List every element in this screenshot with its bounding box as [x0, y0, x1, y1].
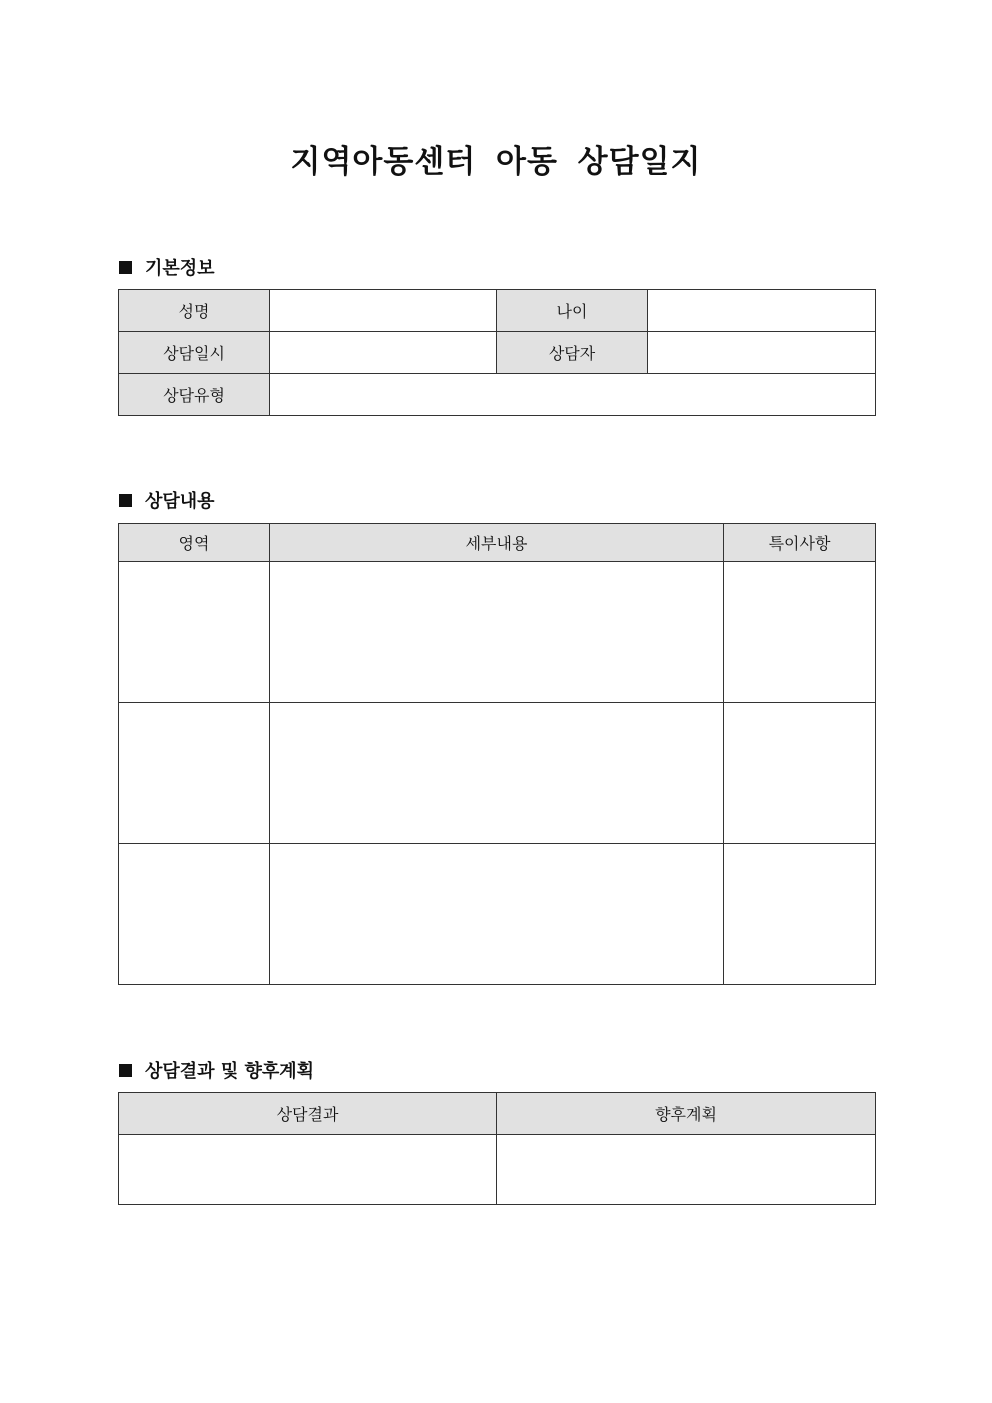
type-label: 상담유형 — [119, 374, 270, 416]
notes-field[interactable] — [724, 703, 876, 844]
date-field[interactable] — [270, 332, 497, 374]
detail-field[interactable] — [270, 703, 724, 844]
result-table — [118, 1092, 876, 1205]
col-plan-header: 향후계획 — [497, 1093, 876, 1135]
page-title: 지역아동센터 아동 상담일지 — [290, 144, 702, 180]
area-field[interactable] — [119, 703, 270, 844]
content-table — [118, 523, 876, 985]
section-content-heading — [119, 487, 215, 513]
col-detail-header: 세부내용 — [270, 524, 724, 562]
detail-field[interactable] — [270, 844, 724, 985]
type-field[interactable] — [270, 374, 876, 416]
basic-info-table — [118, 289, 876, 416]
section-result-label: 상담결과 및 향후계획 — [145, 1061, 315, 1082]
age-label: 나이 — [497, 290, 648, 332]
table-row — [119, 562, 876, 703]
counselor-label: 상담자 — [497, 332, 648, 374]
table-row — [119, 703, 876, 844]
notes-field[interactable] — [724, 562, 876, 703]
area-field[interactable] — [119, 844, 270, 985]
name-label: 성명 — [119, 290, 270, 332]
col-area-header: 영역 — [119, 524, 270, 562]
section-basic-label: 기본정보 — [145, 258, 215, 279]
square-bullet-icon — [119, 1064, 132, 1077]
square-bullet-icon — [119, 261, 132, 274]
table-row — [119, 844, 876, 985]
notes-field[interactable] — [724, 844, 876, 985]
col-notes-header: 특이사항 — [724, 524, 876, 562]
plan-field[interactable] — [497, 1135, 876, 1205]
col-result-header: 상담결과 — [119, 1093, 497, 1135]
section-basic-heading — [119, 254, 215, 280]
section-content-label: 상담내용 — [145, 491, 215, 512]
date-label: 상담일시 — [119, 332, 270, 374]
section-result-heading — [119, 1057, 314, 1083]
result-field[interactable] — [119, 1135, 497, 1205]
counselor-field[interactable] — [648, 332, 876, 374]
name-field[interactable] — [270, 290, 497, 332]
square-bullet-icon — [119, 494, 132, 507]
area-field[interactable] — [119, 562, 270, 703]
age-field[interactable] — [648, 290, 876, 332]
detail-field[interactable] — [270, 562, 724, 703]
